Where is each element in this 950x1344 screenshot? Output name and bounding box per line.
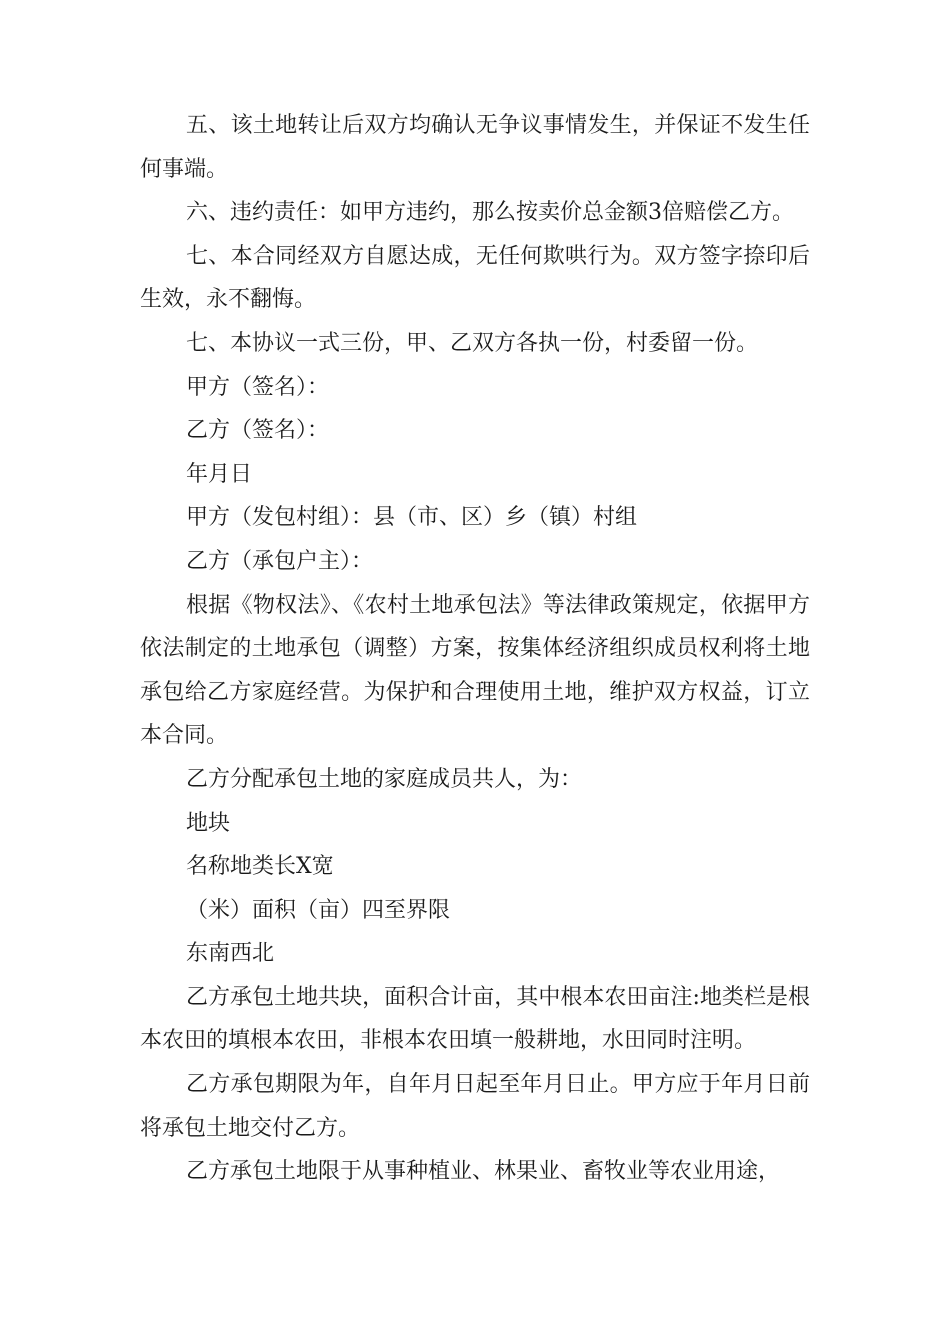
paragraph-clause-5: 五、该土地转让后双方均确认无争议事情发生，并保证不发生任何事端。 [140, 113, 810, 182]
paragraph-land-total: 乙方承包土地共块，面积合计亩，其中根本农田亩注:地类栏是根本农田的填根本农田，非根本农田填一般耕地，水田同时注明。 [140, 984, 810, 1054]
paragraph-family-members: 乙方分配承包土地的家庭成员共人，为： [186, 766, 583, 792]
paragraph-term: 乙方承包期限为年，自年月日起至年月日止。甲方应于年月日前将承包土地交付乙方。 [140, 1072, 810, 1141]
table-header-directions: 东南西北 [186, 941, 275, 967]
paragraph-clause-7: 七、本合同经双方自愿达成，无任何欺哄行为。双方签字捺印后生效，永不翻悔。 [140, 243, 810, 313]
table-header-area-boundary: （米）面积（亩）四至界限 [186, 897, 451, 923]
party-a-contractor: 甲方（发包村组）：县（市、区）乡（镇）村组 [186, 505, 638, 531]
document-body [140, 104, 810, 1194]
paragraph-preamble: 根据《物权法》、《农村土地承包法》等法律政策规定，依据甲方依法制定的土地承包（调整）方案，按集体经济组织成员权利将土地承包给乙方家庭经营。为保护和合理使用土地，维护双方权益，订立本合同。 [140, 592, 810, 749]
paragraph-land-use: 乙方承包土地限于从事种植业、林果业、畜牧业等农业用途， [186, 1159, 781, 1185]
table-header-plot: 地块 [186, 810, 231, 836]
paragraph-clause-7-copies: 七、本协议一式三份，甲、乙双方各执一份，村委留一份。 [186, 330, 759, 356]
signature-date: 年月日 [186, 461, 253, 487]
party-b-household: 乙方（承包户主）： [186, 548, 374, 574]
table-header-name-type: 名称地类长X宽 [186, 854, 334, 880]
signature-party-a: 甲方（签名）： [186, 374, 330, 400]
paragraph-clause-6: 六、违约责任：如甲方违约，那么按卖价总金额3倍赔偿乙方。 [186, 200, 794, 226]
signature-party-b: 乙方（签名）： [186, 418, 330, 444]
